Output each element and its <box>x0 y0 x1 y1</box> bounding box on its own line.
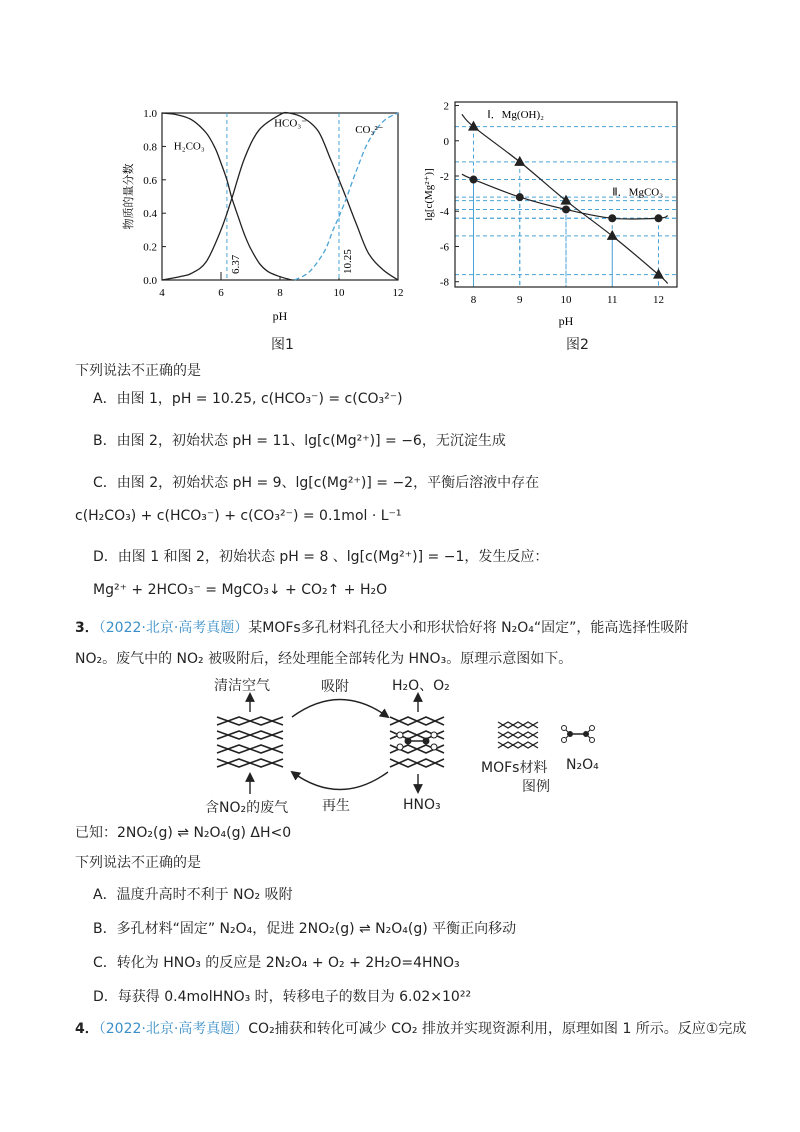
q2-option-d-cont: Mg²⁺ + 2HCO₃⁻ = MgCO₃↓ + CO₂↑ + H₂O <box>93 582 388 598</box>
x-tick-label: 11 <box>606 294 618 306</box>
y-tick-label: 0.2 <box>143 241 157 254</box>
plot-frame <box>162 113 398 280</box>
y-tick-label: -2 <box>439 171 449 183</box>
diagram-adsorb: 吸附 <box>321 679 349 695</box>
y-tick-label: -4 <box>439 206 449 219</box>
series-label-1: HCO₃⁻ <box>274 117 307 130</box>
x-tick-label: 9 <box>517 294 523 306</box>
q3-source-tag[interactable]: （2022·北京·高考真题） <box>98 620 249 636</box>
y-axis-label: lg[c(Mg²⁺)] <box>423 168 435 221</box>
x-tick-label: 10 <box>333 287 345 299</box>
data-point-triangle <box>607 230 618 240</box>
q3-number: 3． <box>75 620 99 636</box>
legend-n2o4-label: N₂O₄ <box>566 757 599 773</box>
data-point-circle <box>516 193 524 201</box>
y-tick-label: 0.8 <box>143 141 157 154</box>
y-tick-label: -6 <box>439 241 449 254</box>
diagram-hno3: HNO₃ <box>403 797 441 813</box>
figure-2-plot <box>423 101 677 328</box>
y-tick-label: 0 <box>443 135 449 148</box>
q3-option-d: D．每获得 0.4molHNO₃ 时，转移电子的数目为 6.02×10²² <box>93 989 472 1005</box>
figure-2-chart <box>420 90 700 340</box>
series-label-0: H₂CO₃ <box>173 140 205 153</box>
data-point-triangle <box>653 269 664 279</box>
x-tick-label: 12 <box>392 287 404 299</box>
series-label-0: Ⅰ．Mg(OH)₂ <box>487 108 544 121</box>
q3-option-c: C．转化为 HNO₃ 的反应是 2N₂O₄ + O₂ + 2H₂O=4HNO₃ <box>93 955 460 971</box>
q4-header <box>75 1018 746 1038</box>
q2-option-c-cont: c(H₂CO₃) + c(HCO₃⁻) + c(CO₃²⁻) = 0.1mol · L⁻¹ <box>75 508 402 524</box>
legend-mof-label: MOFs材料 <box>481 760 548 776</box>
data-point-triangle <box>468 121 479 131</box>
q3-line1: 某MOFs多孔材料孔径大小和形状恰好将 N₂O₄“固定”，能高选择性吸附 <box>248 620 689 636</box>
q4-source-tag[interactable]: （2022·北京·高考真题） <box>98 1021 249 1037</box>
figure-1-caption: 图1 <box>271 337 294 353</box>
q3-header <box>75 617 688 637</box>
q4-number: 4． <box>75 1021 99 1037</box>
q2-option-b: B．由图 2，初始状态 pH = 11、lg[c(Mg²⁺)] = −6，无沉淀生成 <box>93 433 506 449</box>
q3-line2: NO₂。废气中的 NO₂ 被吸附后，经处理能全部转化为 HNO₃。原理示意图如下。 <box>75 651 573 667</box>
y-tick-label: 0.6 <box>143 174 157 187</box>
x-axis-label: pH <box>558 314 574 328</box>
diagram-regen: 再生 <box>322 798 350 814</box>
figure-1-plot <box>121 108 404 323</box>
data-point-triangle <box>561 195 572 205</box>
q3-known: 已知：2NO₂(g) ⇌ N₂O₄(g) ΔH<0 <box>75 825 292 841</box>
y-tick-label: -8 <box>439 276 449 289</box>
x-tick-label: 6 <box>218 287 224 299</box>
mof-block-right <box>390 717 444 767</box>
y-tick-label: 0.0 <box>143 275 157 287</box>
series-line-1 <box>162 113 398 280</box>
data-point-circle <box>655 214 663 222</box>
y-tick-label: 2 <box>443 100 449 113</box>
data-point-triangle <box>514 156 525 166</box>
q3-option-a: A．温度升高时不利于 NO₂ 吸附 <box>93 887 293 903</box>
q2-stem: 下列说法不正确的是 <box>75 363 201 379</box>
q2-option-c: C．由图 2，初始状态 pH = 9、lg[c(Mg²⁺)] = −2，平衡后溶液中存在 <box>93 475 540 491</box>
q3-option-b: B．多孔材料“固定” N₂O₄，促进 2NO₂(g) ⇌ N₂O₄(g) 平衡正向移动 <box>93 921 517 937</box>
x-tick-label: 12 <box>653 294 664 306</box>
legend-n2o4-icon <box>562 726 595 743</box>
q2-option-d: D．由图 1 和图 2，初始状态 pH = 8 、lg[c(Mg²⁺)] = −1，发生反应： <box>93 549 549 565</box>
figure-1-chart <box>110 98 410 358</box>
diagram-waste-gas: 含NO₂的废气 <box>205 800 289 816</box>
q4-text: CO₂捕获和转化可减少 CO₂ 排放并实现资源利用，原理如图 1 所示。反应①完成 <box>248 1021 747 1037</box>
series-label-2: CO₃²⁻ <box>355 124 384 137</box>
legend-title: 图例 <box>522 779 550 795</box>
x-tick-label: 4 <box>159 287 165 299</box>
series-label-1: Ⅱ．MgCO₃ <box>612 186 664 199</box>
x-tick-label: 8 <box>277 287 283 299</box>
q2-option-a: A．由图 1，pH = 10.25, c(HCO₃⁻) = c(CO₃²⁻) <box>93 391 403 407</box>
x-axis-label: pH <box>272 309 288 323</box>
x-tick-label: 8 <box>470 294 477 306</box>
figure-2-caption: 图2 <box>566 337 589 353</box>
y-axis-label: 物质的量分数 <box>123 163 135 230</box>
y-tick-label: 1.0 <box>143 108 157 120</box>
reference-line-label: 6.37 <box>229 254 242 274</box>
q3-stem: 下列说法不正确的是 <box>75 855 201 871</box>
data-point-circle <box>562 205 570 213</box>
adsorb-arrow <box>292 700 388 718</box>
regen-arrow <box>292 772 388 790</box>
y-tick-label: 0.4 <box>143 208 157 221</box>
data-point-circle <box>608 214 616 222</box>
diagram-products: H₂O、O₂ <box>392 678 450 694</box>
diagram-clean-air: 清洁空气 <box>214 678 270 694</box>
mof-block-left <box>217 717 283 767</box>
data-point-circle <box>470 176 478 184</box>
legend-mof-icon <box>498 722 538 748</box>
x-tick-label: 10 <box>560 294 572 306</box>
reference-line-label: 10.25 <box>342 249 354 274</box>
